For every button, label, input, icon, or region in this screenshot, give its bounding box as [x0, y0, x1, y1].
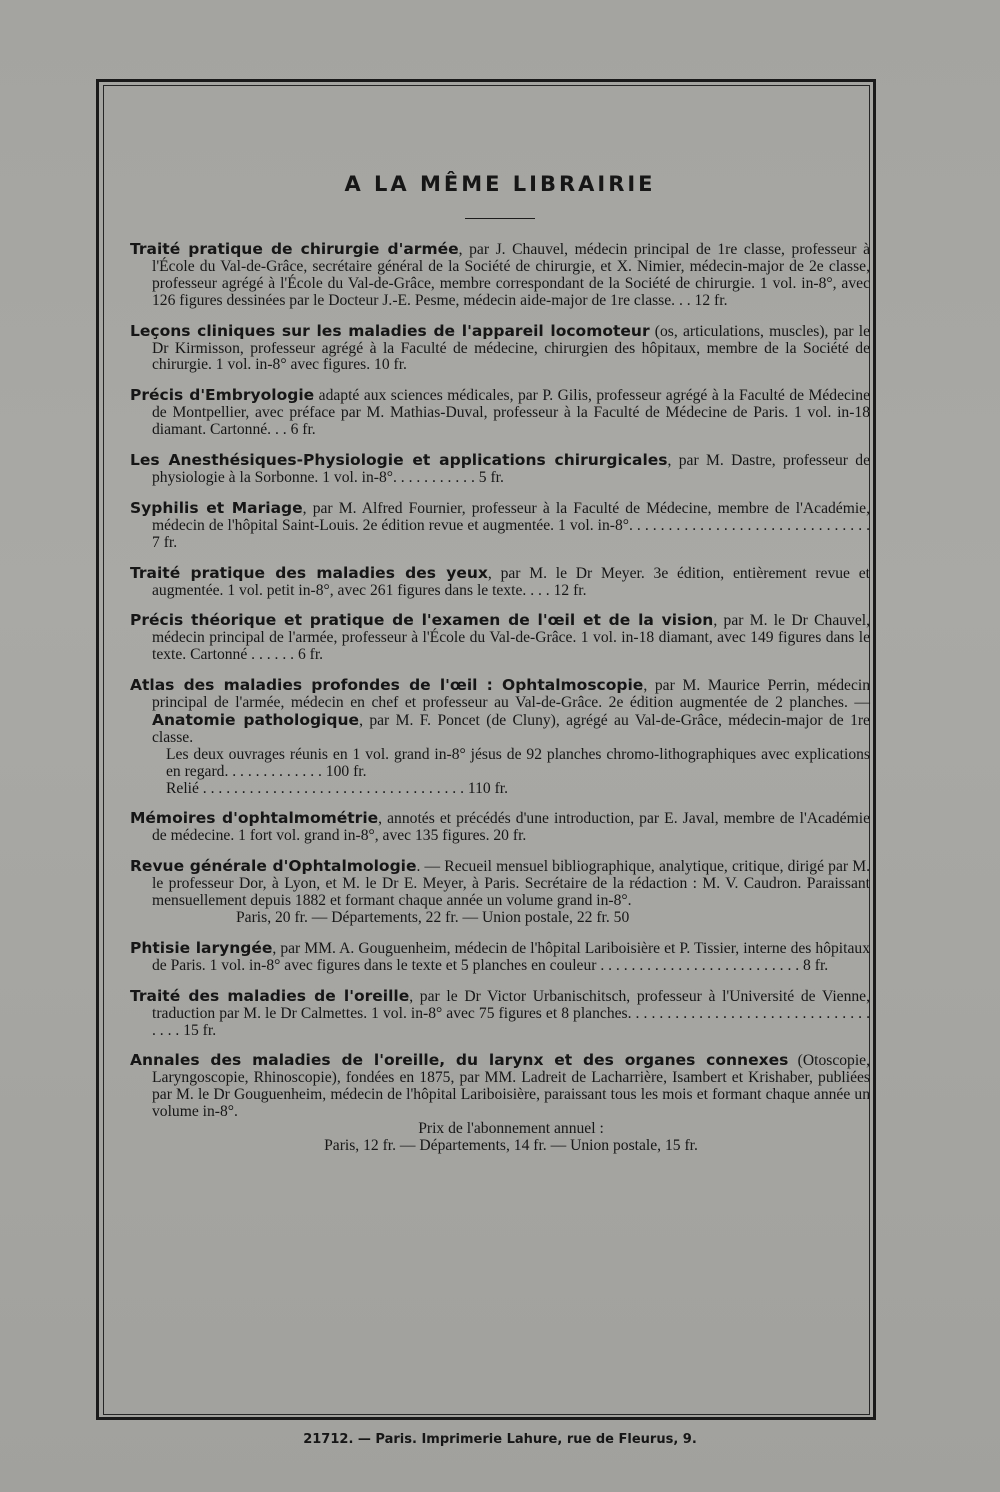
entry-title: Les Anesthésiques-Physiologie et applications chirurgicales: [130, 451, 668, 470]
entry-title: Traité des maladies de l'oreille: [130, 986, 410, 1005]
entry-text: , par M. Maurice Perrin, médecin principal de l'armée, médecin en chef et professeur au Val-de-Grâce. 2e édition augmentée de 2 planches. —: [152, 677, 871, 712]
entry-subtitle: Anatomie pathologique: [152, 710, 360, 729]
entry-text: adapté aux sciences médicales, par P. Gilis, professeur agrégé à la Faculté de Médecine de Montpellier, avec préface par M. Mathias-Duval, professeur à la Faculté de Médecine de Paris. 1 vol. in-18 diamant. Cartonné. . . 6 fr.: [152, 387, 870, 439]
subscription-heading: Prix de l'abonnement annuel :: [418, 1120, 604, 1138]
catalog-entry-7: [130, 612, 870, 664]
entry-title: Phtisie laryngée: [130, 938, 273, 957]
entry-bundle-price: Les deux ouvrages réunis en 1 vol. grand in-8° jésus de 92 planches chromo-lithographiques avec explications en regard. . . . . . . . . . . . . 100 fr.: [166, 745, 870, 780]
entry-title: Précis d'Embryologie: [130, 386, 315, 405]
entry-subscription-prices: Paris, 20 fr. — Départements, 22 fr. — Union postale, 22 fr. 50: [236, 909, 630, 926]
entry-text: , par M. Dastre, professeur de physiologie à la Sorbonne. 1 vol. in-8°. . . . . . . . . . . 5 fr.: [152, 452, 871, 486]
catalog-entry-3: [130, 387, 870, 439]
catalog-entry-13: [130, 1052, 870, 1154]
entry-title: Traité pratique des maladies des yeux: [130, 563, 488, 582]
entry-text: , annotés et précédés d'une introduction, par E. Javal, membre de l'Académie de médecine. 1 fort vol. grand in-8°, avec 135 figures. 20 fr.: [152, 810, 870, 845]
catalog-entry-11: [130, 940, 870, 975]
entry-bound-price: Relié . . . . . . . . . . . . . . . . . . . . . . . . . . . . . . . . . . 110 fr.: [166, 779, 509, 797]
entry-title: Revue générale d'Ophtalmologie: [130, 857, 417, 876]
printer-imprint: 21712. — Paris. Imprimerie Lahure, rue de Fleurus, 9.: [303, 1432, 697, 1447]
subscription-prices: Paris, 12 fr. — Départements, 14 fr. — Union postale, 15 fr.: [324, 1136, 698, 1154]
entry-title: Mémoires d'ophtalmométrie: [130, 809, 379, 828]
catalog-entry-9: [130, 810, 870, 845]
catalog-entry-12: [130, 988, 870, 1040]
title-rule-divider: [465, 218, 535, 219]
catalog-entry-2: [130, 323, 870, 375]
entry-title: Annales des maladies de l'oreille, du larynx et des organes connexes: [130, 1051, 789, 1070]
entry-title: Traité pratique de chirurgie d'armée: [130, 240, 459, 258]
entry-title: Syphilis et Mariage: [130, 498, 303, 517]
entry-text: , par le Dr Victor Urbanischitsch, professeur à l'Université de Vienne, traduction par M. le Dr Calmettes. 1 vol. in-8° avec 75 figures et 8 planches. . . . . . . . . . . . . . . . . . . . . . . . . . . . . . . . . . . 15 fr.: [152, 987, 870, 1039]
catalog-entry-1: [130, 241, 870, 310]
catalog-entry-6: [130, 565, 870, 600]
entry-text: . — Recueil mensuel bibliographique, analytique, critique, dirigé par M. le professeur Dor, à Lyon, et M. le Dr E. Meyer, à Paris. Secrétaire de la rédaction : M. V. Caudron. Paraissant mensuellement depuis 1882 et formant chaque année un volume grand in-8°.: [152, 858, 870, 910]
catalog-content: [130, 172, 870, 1168]
entry-text: (os, articulations, muscles), par le Dr Kirmisson, professeur agrégé à la Faculté de médecine, chirurgien des hôpitaux, membre de la Société de chirurgie. 1 vol. in-8° avec figures. 10 fr.: [152, 322, 871, 374]
page-title: A LA MÊME LIBRAIRIE: [344, 172, 656, 196]
entry-text: , par M. le Dr Meyer. 3e édition, entièrement revue et augmentée. 1 vol. petit in-8°, avec 261 figures dans le texte. . . . 12 fr.: [152, 564, 870, 599]
catalog-entry-8: [130, 677, 870, 797]
entry-text: (Otoscopie, Laryngoscopie, Rhinoscopie), fondées en 1875, par MM. Ladreit de Lacharrière, Isambert et Krishaber, publiées par M. le Dr Gouguenheim, médecin de l'hôpital Lariboisière, paraissant tous les mois et formant chaque année un volume in-8°.: [152, 1052, 871, 1121]
entry-title: Précis théorique et pratique de l'examen de l'œil et de la vision: [130, 611, 714, 630]
entry-text: , par M. le Dr Chauvel, médecin principal de l'armée, professeur à l'École du Val-de-Grâce. 1 vol. in-18 diamant, avec 149 figures dans le texte. Cartonné . . . . . . 6 fr.: [152, 612, 870, 664]
entry-title: Atlas des maladies profondes de l'œil : Ophtalmoscopie: [130, 676, 644, 695]
entry-title: Leçons cliniques sur les maladies de l'appareil locomoteur: [130, 321, 650, 340]
catalog-entry-4: [130, 452, 870, 487]
entry-text-continued: , par M. F. Poncet (de Cluny), agrégé au Val-de-Grâce, médecin-major de 1re classe.: [152, 711, 870, 746]
catalog-entry-5: [130, 500, 870, 552]
entry-text: , par M. Alfred Fournier, professeur à la Faculté de Médecine, membre de l'Académie, médecin de l'hôpital Saint-Louis. 2e édition revue et augmentée. 1 vol. in-8°. . . . . . . . . . . . . . . . . . . . . . . . . . . . . . . 7 fr.: [152, 499, 870, 551]
entry-text: , par MM. A. Gouguenheim, médecin de l'hôpital Lariboisière et P. Tissier, interne des hôpitaux de Paris. 1 vol. in-8° avec figures dans le texte et 5 planches en couleur . . . . . . . . . . . . . . . . . . . . . . . . . . 8 fr.: [152, 939, 870, 974]
entry-text: , par J. Chauvel, médecin principal de 1re classe, professeur à l'École du Val-de-Grâce, secrétaire général de la Société de chirurgie, et X. Nimier, médecin-major de 2e classe, professeur agrégé à l'École du Val-de-Grâce, membre correspondant de la Société de chirurgie. 1 vol. in-8°, avec 126 figures dessinées par le Docteur J.-E. Pesme, médecin aide-major de 1re classe. . . 12 fr.: [152, 241, 870, 309]
catalog-entry-10: [130, 858, 870, 927]
